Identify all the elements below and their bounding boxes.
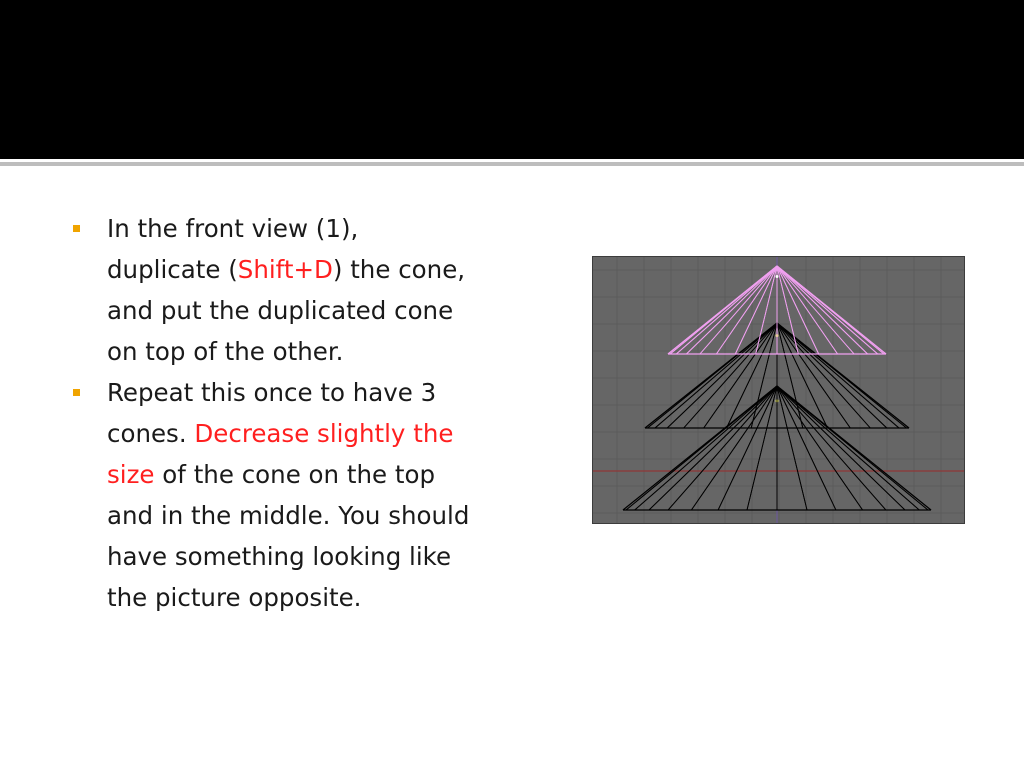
bullet-text-line [107, 208, 542, 249]
bullet-text-line [107, 536, 542, 577]
bullet-item-repeat [72, 372, 542, 618]
bullet-item-duplicate [72, 208, 542, 372]
bullet-text-line [107, 249, 542, 290]
instruction-highlight: size [107, 460, 155, 489]
bullet-marker-icon [73, 389, 80, 396]
text-plain: In the front view (1), [107, 214, 359, 243]
bullet-text-line [107, 495, 542, 536]
bullet-text-line [107, 577, 542, 618]
instruction-highlight: Decrease slightly the [194, 419, 454, 448]
text-plain: Repeat this once to have 3 [107, 378, 437, 407]
shortcut-highlight: Shift+D [237, 255, 333, 284]
3d-viewport-screenshot [592, 256, 965, 524]
bullet-text-line [107, 454, 542, 495]
text-plain: and in the middle. You should [107, 501, 470, 530]
bullet-marker-icon [73, 225, 80, 232]
bullet-text-line [107, 413, 542, 454]
text-plain: ) the cone, [332, 255, 466, 284]
bullet-list [72, 208, 542, 618]
title-band [0, 0, 1024, 159]
text-plain: duplicate ( [107, 255, 238, 284]
text-plain: have something looking like [107, 542, 452, 571]
text-plain: the picture opposite. [107, 583, 362, 612]
bullet-text-line [107, 290, 542, 331]
text-plain: and put the duplicated cone [107, 296, 454, 325]
title-divider [0, 162, 1024, 166]
bullet-text-line [107, 372, 542, 413]
text-plain: cones. [107, 419, 195, 448]
bullet-text-line [107, 331, 542, 372]
text-plain: of the cone on the top [154, 460, 435, 489]
cone-origin-dot [776, 275, 779, 278]
text-plain: on top of the other. [107, 337, 344, 366]
